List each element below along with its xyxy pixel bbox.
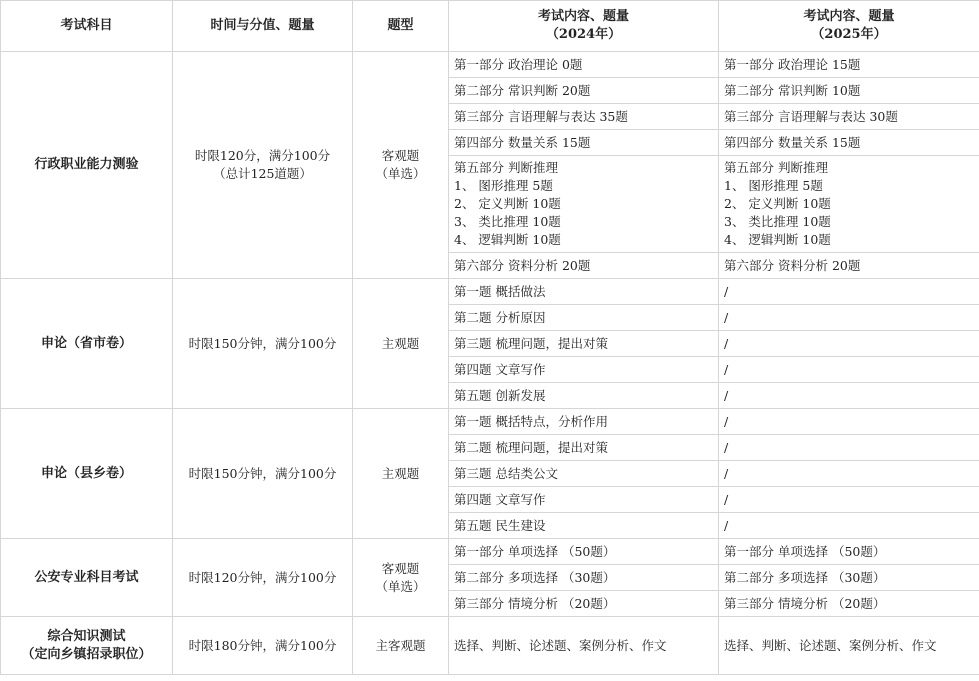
content-2025-cell: / (719, 357, 979, 383)
content-2024-cell: 第一题 概括特点，分析作用 (449, 409, 719, 435)
header-2024-line1: 考试内容、题量 (537, 9, 629, 24)
question-type-cell: 主观题 (353, 279, 449, 409)
content-2024-cell: 第四部分 数量关系 15题 (449, 130, 719, 156)
time-score-cell (173, 52, 353, 279)
content-2025-cell: / (719, 279, 979, 305)
content-line: 3、 类比推理 10题 (724, 214, 831, 229)
content-2024-cell: 第二题 梳理问题，提出对策 (449, 435, 719, 461)
content-2025-cell: / (719, 487, 979, 513)
header-question-type: 题型 (353, 1, 449, 52)
subject-cell: 申论（省市卷） (1, 279, 173, 409)
content-line: 第五部分 判断推理 (454, 160, 558, 175)
content-line: 第五部分 判断推理 (724, 160, 828, 175)
content-2024-cell: 第四题 文章写作 (449, 357, 719, 383)
question-type-note: （单选） (375, 166, 426, 181)
question-type-cell: 主客观题 (353, 617, 449, 675)
content-2025-cell: 第三部分 情境分析 （20题） (719, 591, 979, 617)
content-2025-cell: / (719, 435, 979, 461)
content-2024-cell: 第三题 总结类公文 (449, 461, 719, 487)
content-line: 2、 定义判断 10题 (454, 196, 561, 211)
question-type-cell (353, 539, 449, 617)
content-2025-cell: 第一部分 政治理论 15题 (719, 52, 979, 78)
time-score-cell: 时限180分钟，满分100分 (173, 617, 353, 675)
content-2024-cell: 第四题 文章写作 (449, 487, 719, 513)
time-score-note: （总计125道题） (213, 166, 312, 181)
content-line: 4、 逻辑判断 10题 (724, 232, 831, 247)
content-2025-cell: 第二部分 常识判断 10题 (719, 78, 979, 104)
subject-cell: 公安专业科目考试 (1, 539, 173, 617)
header-content-2025 (719, 1, 979, 52)
header-time-score: 时间与分值、题量 (173, 1, 353, 52)
time-score-cell: 时限150分钟，满分100分 (173, 409, 353, 539)
content-2024-cell: 第六部分 资料分析 20题 (449, 253, 719, 279)
content-2025-cell: 选择、判断、论述题、案例分析、作文 (719, 617, 979, 675)
content-2025-cell (719, 156, 979, 253)
subject-cell: 行政职业能力测验 (1, 52, 173, 279)
content-2025-cell: / (719, 461, 979, 487)
content-2024-cell: 第一部分 单项选择 （50题） (449, 539, 719, 565)
content-2024-cell: 第二部分 多项选择 （30题） (449, 565, 719, 591)
header-subject: 考试科目 (1, 1, 173, 52)
content-2025-cell: 第一部分 单项选择 （50题） (719, 539, 979, 565)
table-row (1, 409, 979, 435)
table-row (1, 52, 979, 78)
content-2025-cell: 第四部分 数量关系 15题 (719, 130, 979, 156)
header-row (1, 1, 979, 52)
content-2024-cell: 第五题 创新发展 (449, 383, 719, 409)
content-2024-cell (449, 156, 719, 253)
table-row (1, 617, 979, 675)
content-2024-cell: 第二题 分析原因 (449, 305, 719, 331)
content-2025-cell: 第三部分 言语理解与表达 30题 (719, 104, 979, 130)
content-2024-cell: 选择、判断、论述题、案例分析、作文 (449, 617, 719, 675)
content-line: 3、 类比推理 10题 (454, 214, 561, 229)
content-2025-cell: / (719, 409, 979, 435)
content-2024-cell: 第一题 概括做法 (449, 279, 719, 305)
question-type-cell (353, 52, 449, 279)
question-type-line: 客观题 (381, 148, 420, 163)
content-line: 1、 图形推理 5题 (454, 178, 553, 193)
content-2025-cell: / (719, 305, 979, 331)
subject-cell (1, 617, 173, 675)
content-2024-cell: 第一部分 政治理论 0题 (449, 52, 719, 78)
subject-cell: 申论（县乡卷） (1, 409, 173, 539)
time-score-line: 时限120分，满分100分 (194, 148, 331, 163)
content-2025-cell: / (719, 513, 979, 539)
content-2025-cell: 第六部分 资料分析 20题 (719, 253, 979, 279)
header-2024-line2: （2024年） (545, 27, 622, 42)
content-line: 1、 图形推理 5题 (724, 178, 823, 193)
content-2025-cell: / (719, 331, 979, 357)
table-row (1, 539, 979, 565)
content-2024-cell: 第三部分 情境分析 （20题） (449, 591, 719, 617)
content-2025-cell: / (719, 383, 979, 409)
content-2024-cell: 第五题 民生建设 (449, 513, 719, 539)
content-2024-cell: 第三部分 言语理解与表达 35题 (449, 104, 719, 130)
content-line: 2、 定义判断 10题 (724, 196, 831, 211)
content-2024-cell: 第二部分 常识判断 20题 (449, 78, 719, 104)
time-score-cell: 时限150分钟，满分100分 (173, 279, 353, 409)
question-type-cell: 主观题 (353, 409, 449, 539)
header-2025-line1: 考试内容、题量 (803, 9, 895, 24)
time-score-cell: 时限120分钟，满分100分 (173, 539, 353, 617)
header-2025-line2: （2025年） (811, 27, 887, 42)
content-line: 4、 逻辑判断 10题 (454, 232, 561, 247)
question-type-note: （单选） (375, 578, 426, 594)
subject-note: （定向乡镇招录职位） (21, 646, 152, 662)
subject-line: 综合知识测试 (47, 628, 126, 644)
table-row (1, 279, 979, 305)
question-type-line: 客观题 (381, 560, 420, 576)
content-2025-cell: 第二部分 多项选择 （30题） (719, 565, 979, 591)
header-content-2024 (449, 1, 719, 52)
content-2024-cell: 第三题 梳理问题，提出对策 (449, 331, 719, 357)
